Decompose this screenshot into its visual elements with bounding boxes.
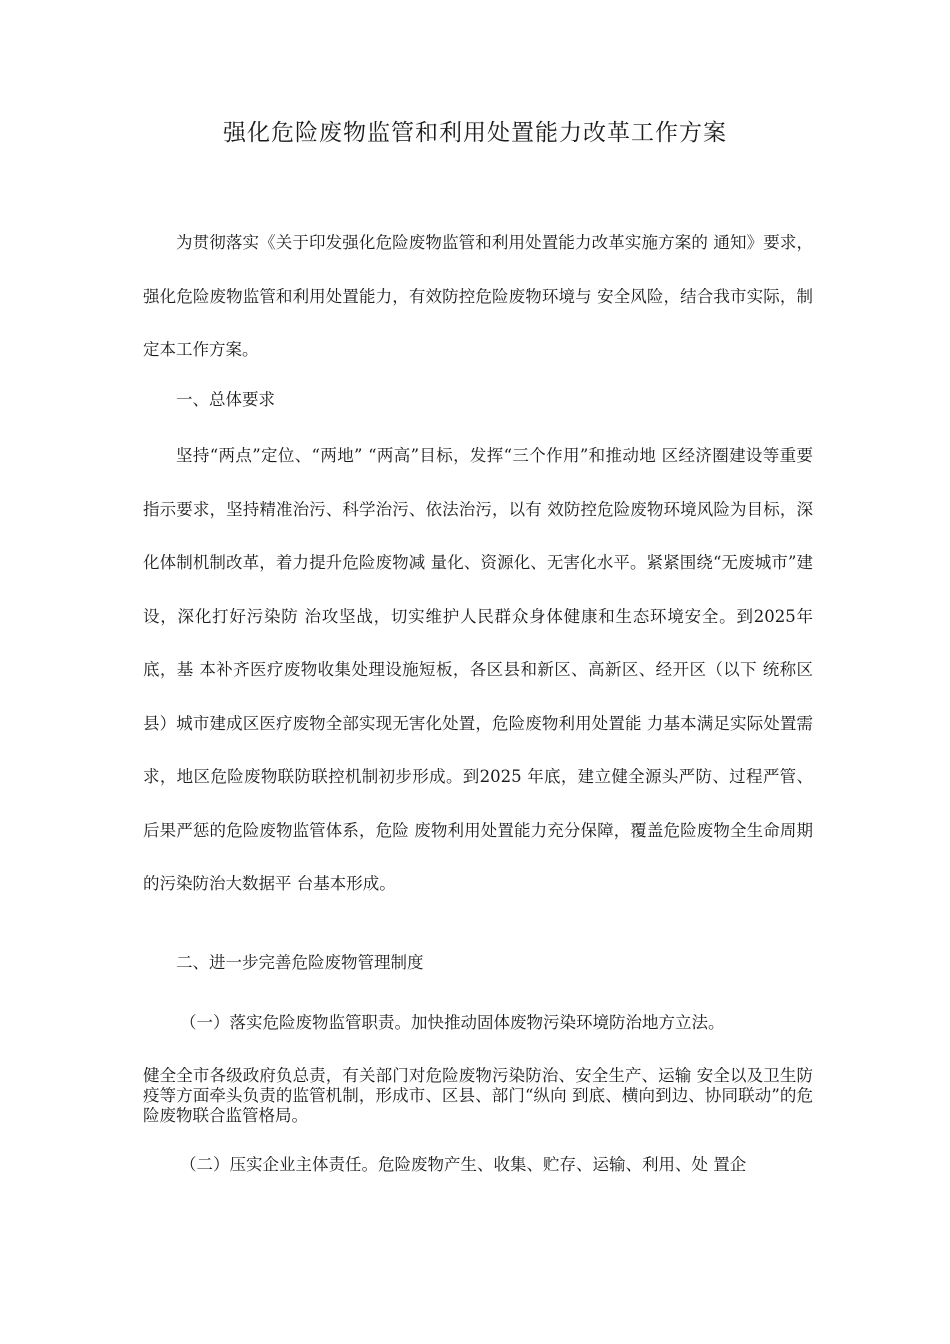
item-enterprise-responsibility: （二）压实企业主体责任。危险废物产生、收集、贮存、运输、利用、处 置企: [180, 1155, 747, 1174]
intro-paragraph: 为贯彻落实《关于印发强化危险废物监管和利用处置能力改革实施方案的 通知》要求，强化危险废物监管和利用处置能力，有效防控危险废物环境与 安全风险，结合我市实际，制定本工作方案。: [143, 233, 813, 359]
general-requirements-paragraph: 坚持“两点”定位、“两地” “两高”目标，发挥“三个作用”和推动地 区经济圈建设等重要指示要求，坚持精准治污、科学治污、依法治污，以有 效防控危险废物环境风险为目标，深化体制机制改革，着力提升危险废物减 量化、资源化、无害化水平。紧紧围绕“无废城市”建设，深化打好污染防 治攻坚战，切实维护人民群众身体健康和生态环境安全。到2025年底，基 本补齐医疗废物收集处理设施短板，各区县和新区、高新区、经开区（以下 统称区县）城市建成区医疗废物全部实现无害化处置，危险废物利用处置能 力基本满足实际处置需求，地区危险废物联防联控机制初步形成。到2025 年底，建立健全源头严防、过程严管、后果严惩的危险废物监管体系，危险 废物利用处置能力充分保障，覆盖危险废物全生命周期的污染防治大数据平 台基本形成。: [143, 446, 813, 893]
document-title: 强化危险废物监管和利用处置能力改革工作方案: [223, 120, 727, 146]
section-heading-management-system: 二、进一步完善危险废物管理制度: [176, 953, 424, 972]
section-heading-general-requirements: 一、总体要求: [176, 390, 275, 409]
item-supervision-duties-continued: 健全全市各级政府负总责，有关部门对危险废物污染防治、安全生产、运输 安全以及卫生防疫等方面牵头负责的监管机制，形成市、区县、部门“纵向 到底、横向到边、协同联动”的危险废物联合监管格局。: [143, 1066, 813, 1125]
item-supervision-duties: （一）落实危险废物监管职责。加快推动固体废物污染环境防治地方立法。: [180, 1013, 725, 1032]
